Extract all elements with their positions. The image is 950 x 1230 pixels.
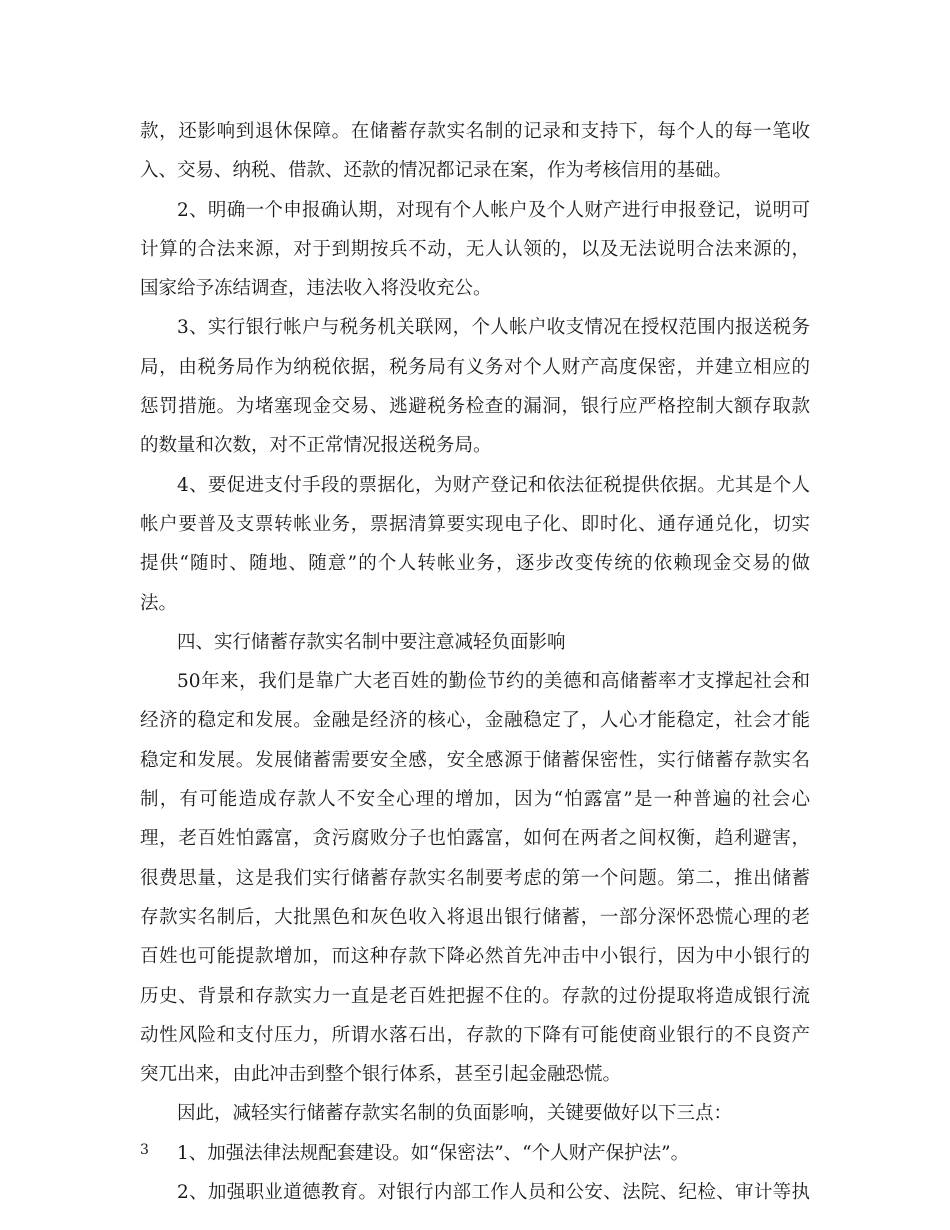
text-line: 理，老百姓怕露富，贪污腐败分子也怕露富，如何在两者之间权衡，趋利避害， — [140, 828, 810, 850]
text-line: 计算的合法来源，对于到期按兵不动，无人认领的，以及无法说明合法来源的， — [140, 238, 810, 260]
document-body — [140, 112, 810, 1212]
text-line: 4、要促进支付手段的票据化，为财产登记和依法征税提供依据。尤其是个人 — [177, 474, 810, 496]
text-line: 50年来，我们是靠广大老百姓的勤俭节约的美德和高储蓄率才支撑起社会和 — [177, 671, 810, 693]
text-line: 国家给予冻结调查，违法收入将没收充公。 — [140, 278, 492, 300]
text-line: 1、加强法律法规配套建设。如“保密法”、“个人财产保护法”。 — [177, 1142, 690, 1164]
text-line: 经济的稳定和发展。金融是经济的核心，金融稳定了，人心才能稳定，社会才能 — [140, 710, 810, 732]
text-line: 的数量和次数，对不正常情况报送税务局。 — [140, 435, 492, 457]
text-line: 入、交易、纳税、借款、还款的情况都记录在案，作为考核信用的基础。 — [140, 160, 733, 182]
text-line: 历史、背景和存款实力一直是老百姓把握不住的。存款的过份提取将造成银行流 — [140, 985, 810, 1007]
text-line: 突兀出来，由此冲击到整个银行体系，甚至引起金融恐慌。 — [140, 1064, 622, 1086]
text-line: 因此，减轻实行储蓄存款实名制的负面影响，关键要做好以下三点： — [177, 1103, 733, 1125]
text-line: 稳定和发展。发展储蓄需要安全感，安全感源于储蓄保密性，实行储蓄存款实名 — [140, 749, 810, 771]
text-line: 很费思量，这是我们实行储蓄存款实名制要考虑的第一个问题。第二，推出储蓄 — [140, 867, 810, 889]
text-line: 惩罚措施。为堵塞现金交易、逃避税务检查的漏洞，银行应严格控制大额存取款 — [140, 396, 810, 418]
text-line: 制，有可能造成存款人不安全心理的增加，因为“怕露富”是一种普遍的社会心 — [140, 789, 810, 811]
text-line: 2、明确一个申报确认期，对现有个人帐户及个人财产进行申报登记，说明可 — [177, 199, 810, 221]
text-line: 款，还影响到退休保障。在储蓄存款实名制的记录和支持下，每个人的每一笔收 — [140, 121, 810, 142]
text-line: 百姓也可能提款增加，而这种存款下降必然首先冲击中小银行，因为中小银行的 — [140, 946, 810, 968]
text-line: 法。 — [140, 592, 178, 614]
text-line: 帐户要普及支票转帐业务，票据清算要实现电子化、即时化、通存通兑化，切实 — [140, 513, 810, 535]
text-line: 局，由税务局作为纳税依据，税务局有义务对个人财产高度保密，并建立相应的 — [140, 356, 810, 378]
text-line: 存款实名制后，大批黑色和灰色收入将退出银行储蓄，一部分深怀恐慌心理的老 — [140, 906, 810, 928]
text-line: 3、实行银行帐户与税务机关联网，个人帐户收支情况在授权范围内报送税务 — [177, 317, 810, 339]
text-line: 提供“随时、随地、随意”的个人转帐业务，逐步改变传统的依赖现金交易的做 — [140, 553, 810, 575]
text-line: 动性风险和支付压力，所谓水落石出，存款的下降有可能使商业银行的不良资产 — [140, 1024, 810, 1046]
page-number: 3 — [140, 1142, 149, 1158]
text-line: 2、加强职业道德教育。对银行内部工作人员和公安、法院、纪检、审计等执 — [177, 1182, 810, 1204]
text-line: 四、实行储蓄存款实名制中要注意减轻负面影响 — [177, 631, 566, 653]
